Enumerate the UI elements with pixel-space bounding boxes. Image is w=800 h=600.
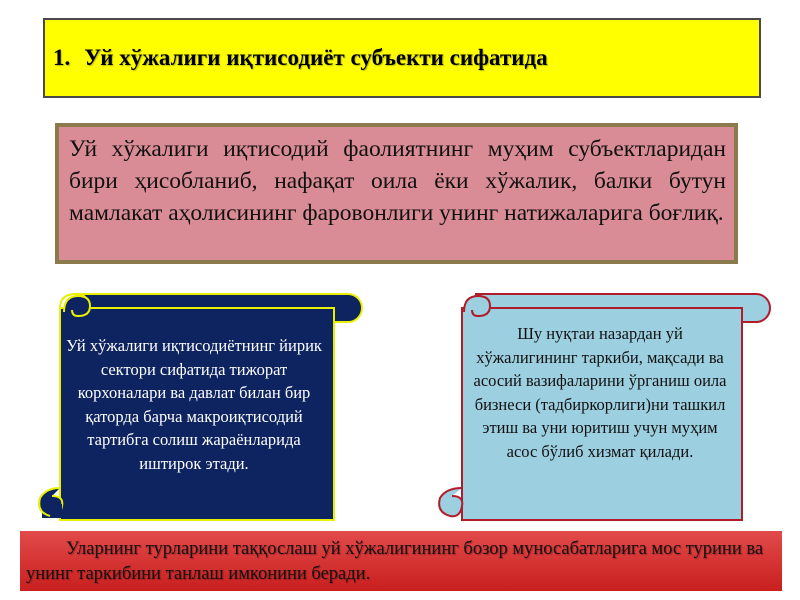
bottom-text: Уларнинг турларини таққослаш уй хўжалигининг бозор муносабатларига мос турини ва унинг таркибини танлаш имконини беради. — [26, 539, 764, 584]
title-number: 1. — [53, 45, 71, 70]
intro-box — [55, 123, 738, 264]
title-label: Уй хўжалиги иқтисодиёт субъекти сифатида — [84, 45, 548, 70]
title-box — [43, 18, 761, 98]
scroll-left-text: Уй хўжалиги иқтисодиётнинг йирик сектори сифатида тижорат корхоналари ва давлат билан бир қаторда барча макроиқтисодий тартибга солиш жараёнларида иштирок этади. — [66, 336, 322, 473]
scroll-right-text: Шу нуқтаи назардан уй хўжалигининг таркиби, мақсади ва асосий вазифаларини ўрганиш оила бизнеси (тадбиркорлиги)ни ташкил этиш ва уни юритиш учун муҳим асос бўлиб хизмат қилади. — [473, 324, 727, 461]
bottom-box — [20, 531, 782, 591]
page-title — [53, 45, 548, 71]
intro-text: Уй хўжалиги иқтисодий фаолиятнинг муҳим субъектларидан бири ҳисобланиб, нафақат оила ёки хўжалик, балки бутун мамлакат аҳолисининг фаровонлиги унинг натижаларига боғлиқ. — [69, 136, 726, 226]
